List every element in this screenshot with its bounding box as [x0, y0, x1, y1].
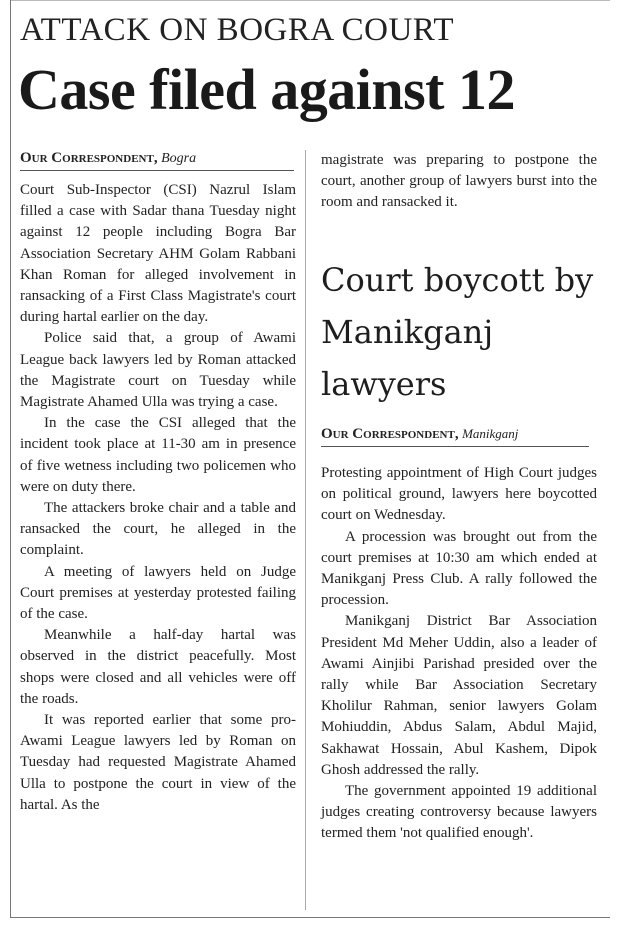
story1-byline	[20, 150, 196, 167]
story2-headline: Court boycott by Manikganj lawyers	[321, 261, 594, 403]
top-border	[10, 0, 610, 1]
byline-rule	[20, 170, 294, 171]
byline-rule	[321, 446, 589, 447]
byline-name: Our Correspondent,	[20, 150, 158, 166]
story1-paragraph: The attackers broke chair and a table and ransacked the court, he alleged in the complaint.	[20, 500, 296, 559]
story1-body	[20, 180, 296, 816]
story1-headline: Case filed against 12	[18, 57, 515, 122]
column-divider	[305, 150, 306, 910]
story2-byline	[321, 426, 518, 443]
story1-paragraph: Court Sub-Inspector (CSI) Nazrul Islam filled a case with Sadar thana Tuesday night against 12 people including Bogra Bar Association Secretary AHM Golam Rabbani Khan Roman for alleged involvement in ransacking of a First Class Magistrate's court during hartal earlier on the day.	[20, 182, 296, 326]
story1-paragraph: Police said that, a group of Awami League back lawyers led by Roman attacked the Magistrate court on Tuesday while Magistrate Ahamed Ulla was trying a case.	[20, 330, 296, 411]
story2-paragraph: A procession was brought out from the court premises at 10:30 am which ended at Manikganj Press Club. A rally followed the procession.	[321, 528, 597, 609]
story1-continuation-text: magistrate was preparing to postpone the court, another group of lawyers burst into the room and ransacked it.	[321, 152, 597, 211]
bottom-border	[10, 917, 610, 918]
story1-kicker: ATTACK ON BOGRA COURT	[20, 12, 454, 48]
story1-paragraph: In the case the CSI alleged that the incident took place at 11-30 am in presence of five wetness including two policemen who were on duty there.	[20, 415, 296, 495]
left-border	[10, 0, 11, 918]
story1-continuation	[321, 150, 597, 214]
byline-place: Manikganj	[462, 426, 519, 441]
story1-paragraph: Meanwhile a half-day hartal was observed in the district peacefully. Most shops were closed and all vehicles were off the roads.	[20, 627, 296, 707]
story1-paragraph: A meeting of lawyers held on Judge Court premises at yesterday protested failing of the case.	[20, 563, 296, 623]
story1-paragraph: It was reported earlier that some pro-Awami League lawyers led by Roman on Tuesday had requested Magistrate Ahamed Ulla to postpone the court in view of the hartal. As the	[20, 712, 296, 813]
story2-body	[321, 463, 597, 845]
story2-paragraph: Manikganj District Bar Association President Md Meher Uddin, also a leader of Awami Ainjibi Parishad presided over the rally while Bar Association Secretary Kholilur Rahman, senior lawyers Golam Mohiuddin, Abdus Salam, Abdul Majid, Sakhawat Hossain, Abul Kashem, Dipok Ghosh addressed the rally.	[321, 613, 597, 778]
story2-paragraph: Protesting appointment of High Court judges on political ground, lawyers here boycotted court on Wednesday.	[321, 465, 597, 524]
byline-name: Our Correspondent,	[321, 426, 459, 442]
byline-place: Bogra	[161, 151, 197, 166]
story2-paragraph: The government appointed 19 additional judges creating controversy because lawyers termed them 'not qualified enough'.	[321, 783, 597, 842]
